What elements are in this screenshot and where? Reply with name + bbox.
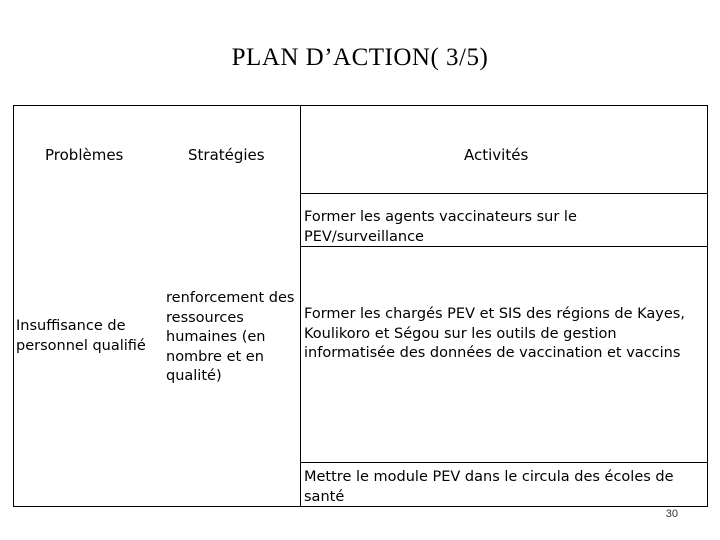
- header-problems: Problèmes: [45, 146, 124, 164]
- page-number: 30: [665, 508, 678, 520]
- activity-item-1: Former les agents vaccinateurs sur le PEV/surveillance: [304, 209, 577, 245]
- row-divider-header: [300, 193, 708, 194]
- activity-item-2: Former les chargés PEV et SIS des régions de Kayes, Koulikoro et Ségou sur les outils de gestion informatisée des données de vaccination et vaccins: [304, 306, 685, 361]
- activity-item-3: Mettre le module PEV dans le circula des écoles de santé: [304, 469, 674, 505]
- column-divider: [300, 105, 301, 507]
- header-strategies: Stratégies: [188, 146, 265, 164]
- table-border-right: [707, 105, 708, 507]
- header-activities: Activités: [464, 146, 529, 164]
- problem-cell: Insuffisance de personnel qualifié: [16, 318, 146, 354]
- table-border-top: [13, 105, 708, 106]
- row-divider-2: [300, 462, 708, 463]
- table-border-left: [13, 105, 14, 507]
- strategy-cell: renforcement des ressources humaines (en nombre et en qualité): [166, 290, 295, 384]
- page-title: PLAN D’ACTION( 3/5): [231, 44, 489, 71]
